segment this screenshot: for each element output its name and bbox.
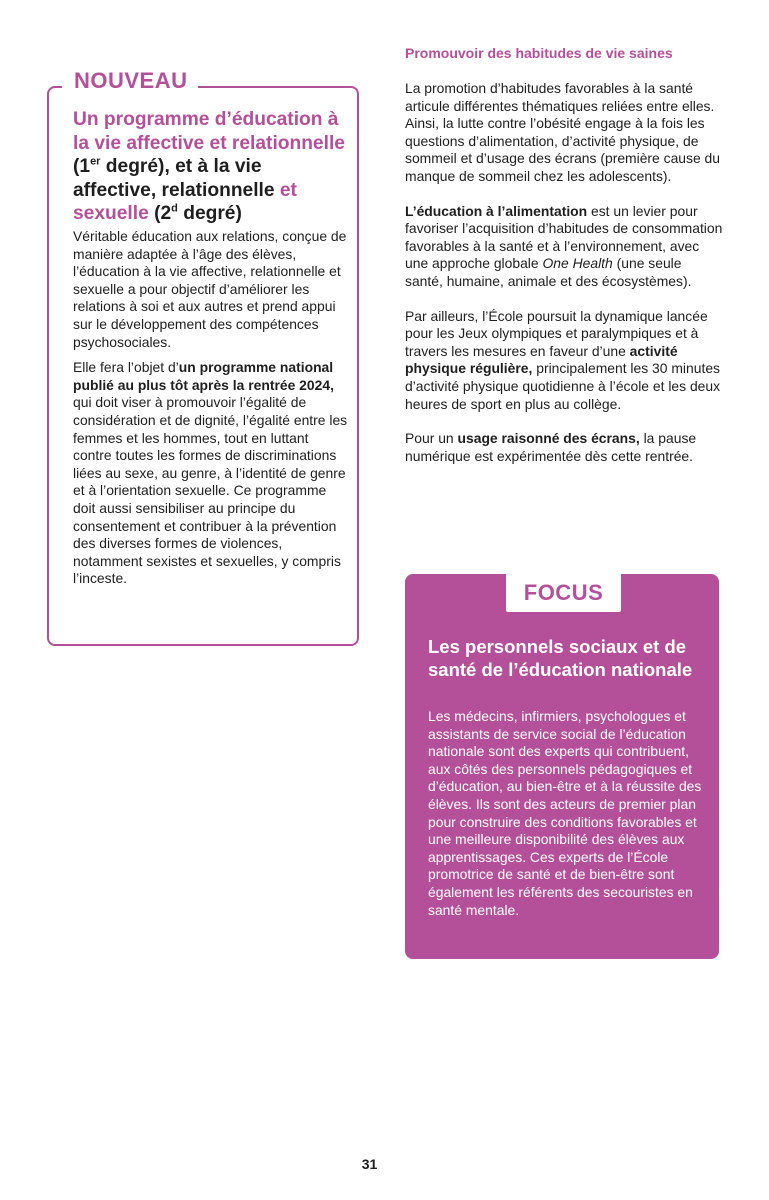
habits-p4-bold: usage raisonné des écrans, <box>457 430 640 447</box>
habits-p2-italic: One Health <box>542 255 613 272</box>
nouveau-tag: NOUVEAU <box>62 64 198 98</box>
nouveau-body <box>73 228 348 596</box>
habits-paragraph-4 <box>405 430 723 465</box>
habits-p4-post: la pause numérique est expérimentée dès cette rentrée. <box>405 430 697 464</box>
nouveau-paragraph-1: Véritable éducation aux relations, conçue de manière adaptée à l’âge des élèves, l’éducation à la vie affective, relationnelle et sexuelle a pour objectif d’améliorer les relations à soi et aux autres et prend appui sur le développement des compétences psychosociales. <box>73 228 347 350</box>
heading-sup-2: d <box>171 202 178 215</box>
right-column <box>405 44 723 482</box>
habits-p4-pre: Pour un <box>405 430 458 447</box>
heading-sup-1: er <box>90 155 101 168</box>
habits-paragraph-2 <box>405 203 723 291</box>
section-title: Promouvoir des habitudes de vie saines <box>405 45 673 61</box>
habits-p3-pre: Par ailleurs, l’École poursuit la dynamique lancée pour les Jeux olympiques et paralympiques et à travers les mesures en faveur d’une <box>405 307 708 359</box>
para2-text-bold: un programme national publié au plus tôt après la rentrée 2024, <box>73 359 334 393</box>
heading-text-4: degré) <box>177 203 242 224</box>
habits-paragraph-1: La promotion d’habitudes favorables à la santé articule différentes thématiques reliées entre elles. Ainsi, la lutte contre l’obésité engage à la fois les questions d’alimentation, d’activité physique, de sommeil et d’usage des écrans (première cause du manque de sommeil chez les adolescents). <box>405 80 721 184</box>
habits-p2-mid: est un levier pour favoriser l’acquisition d’habitudes de consommation favorables à la santé et à l’environnement, avec une approche globale <box>405 202 723 272</box>
nouveau-heading <box>73 108 348 226</box>
habits-paragraph-3 <box>405 308 723 414</box>
habits-p3-bold: activité physique régulière, <box>405 342 678 377</box>
focus-heading: Les personnels sociaux et de santé de l’éducation nationale <box>428 636 693 680</box>
nouveau-paragraph-2 <box>73 359 348 588</box>
heading-text-1: (1 <box>73 156 91 177</box>
habits-p2-bold: L’éducation à l’alimentation <box>405 202 588 219</box>
focus-tag: FOCUS <box>506 574 621 612</box>
heading-highlight-2: et sexuelle <box>73 179 297 224</box>
focus-body: Les médecins, infirmiers, psychologues et assistants de service social de l’éducation nationale sont des experts qui contribuent, aux côtés des personnels pédagogiques et d’éducation, au bien-être et à la réussite des élèves. Ils sont des acteurs de premier plan pour construire des conditions favorables et une meilleure disponibilité des élèves aux apprentissages. Ces experts de l’École promotrice de santé et de bien-être sont également les référents des secouristes en santé mentale. <box>428 708 702 918</box>
habits-p3-post: principalement les 30 minutes d’activité physique quotidienne à l’école et les deux heures de sport en plus au collège. <box>405 360 721 412</box>
habits-p2-post: (une seule santé, humaine, animale et des écosystèmes). <box>405 255 692 289</box>
heading-text-3: (2 <box>148 203 172 224</box>
para2-text-pre: Elle fera l’objet d’ <box>73 359 179 376</box>
para2-text-post: qui doit viser à promouvoir l’égalité de considération et de dignité, l’égalité entre les femmes et les hommes, tout en luttant contre toutes les formes de discriminations liées au sexe, au genre, à l’identité de genre et à l’orientation sexuelle. Ce programme doit aussi sensibiliser au principe du consentement et contribuer à la prévention des diverses formes de violences, notamment sexistes et sexuelles, y compris l’inceste. <box>73 394 348 587</box>
heading-text-2: degré), et à la vie affective, relationnelle <box>73 156 280 201</box>
heading-highlight-1: Un programme d’éducation à la vie affective et relationnelle <box>73 109 345 154</box>
page-number: 31 <box>361 1156 378 1172</box>
focus-box <box>405 574 719 959</box>
